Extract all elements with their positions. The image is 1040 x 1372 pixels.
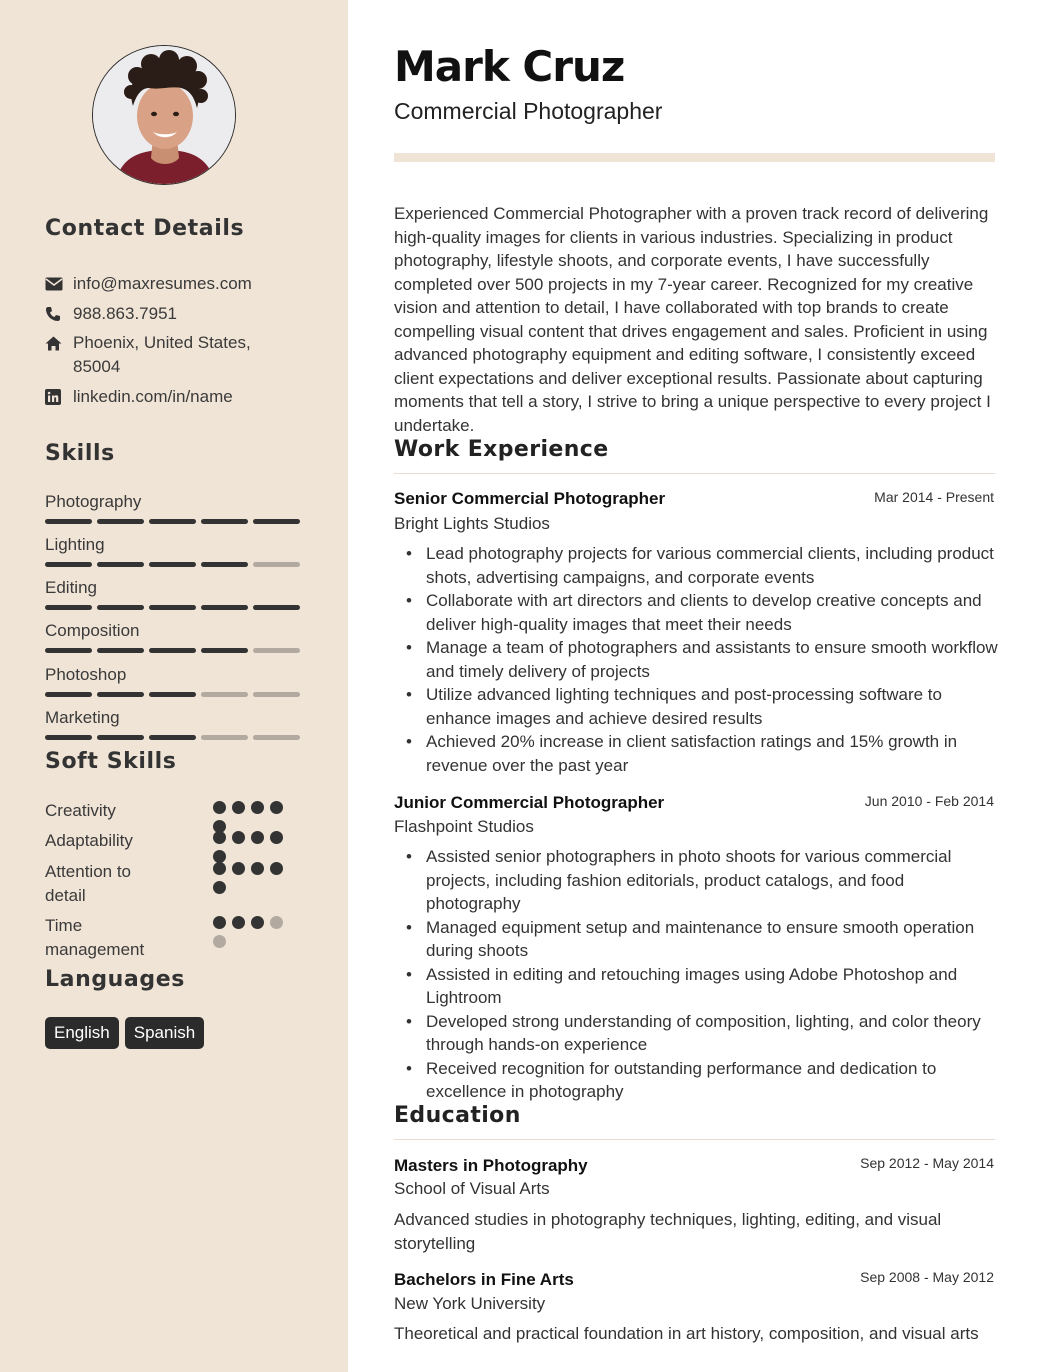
skill-level-segment	[201, 519, 248, 524]
job-bullets	[426, 845, 998, 1104]
soft-skill-level-dot	[270, 916, 283, 929]
avatar	[92, 45, 236, 185]
list-item: • Utilize advanced lighting techniques and post-processing software to enhance images and achieve desired results	[426, 683, 998, 730]
skill-level-segment	[149, 605, 196, 610]
section-divider	[394, 1139, 995, 1140]
skill-name: Photography	[45, 492, 142, 511]
skill-level-segment	[97, 735, 144, 740]
soft-skill-level-dot	[232, 916, 245, 929]
list-item: • Assisted in editing and retouching images using Adobe Photoshop and Lightroom	[426, 963, 998, 1010]
summary-text: Experienced Commercial Photographer with a proven track record of delivering high-quality images for clients in various industries. Specializing in product photography, lifestyle shoots, and corporate events, I have successfully completed over 500 projects in my 7-year career. Recognized for my creative vision and attention to detail, I have collaborated with top brands to create compelling visual content that drives engagement and sales. Proficient in using advanced photography equipment and editing software, I consistently exceed client expectations and deliver exceptional results. Passionate about capturing moments that tell a story, I strive to bring a unique perspective to every project I undertake.	[394, 204, 991, 435]
skill-name: Photoshop	[45, 665, 127, 684]
soft-skill-level-dot	[213, 916, 226, 929]
skill-name: Lighting	[45, 535, 105, 554]
skills-heading: Skills	[45, 441, 115, 466]
skill-level-segment	[253, 562, 300, 567]
skill-level-bars	[45, 692, 305, 697]
degree-dates: Sep 2012 - May 2014	[860, 1155, 994, 1171]
skill-level-segment	[201, 648, 248, 653]
skill-name: Editing	[45, 578, 97, 597]
language-badge: Spanish	[125, 1017, 204, 1049]
skill-level-segment	[97, 519, 144, 524]
main-content	[348, 0, 1040, 1372]
job-company: Bright Lights Studios	[394, 514, 550, 533]
degree-title: Masters in Photography	[394, 1156, 588, 1175]
phone-icon	[45, 302, 73, 326]
soft-skill-level-dot	[232, 862, 245, 875]
skill-item	[45, 665, 305, 697]
soft-skill-level-dot	[251, 916, 264, 929]
envelope-icon	[45, 272, 73, 296]
skill-item	[45, 621, 305, 653]
job-dates: Jun 2010 - Feb 2014	[864, 793, 994, 809]
list-item: • Collaborate with art directors and clients to develop creative concepts and deliver high-quality images that meet their needs	[426, 589, 998, 636]
skill-level-segment	[149, 519, 196, 524]
list-item: • Achieved 20% increase in client satisfaction ratings and 15% growth in revenue over the past year	[426, 730, 998, 777]
soft-skill-level-dot	[251, 801, 264, 814]
skill-level-segment	[45, 735, 92, 740]
contact-phone-text[interactable]: 988.863.7951	[73, 304, 177, 323]
list-item: • Developed strong understanding of composition, lighting, and color theory through hands-on experience	[426, 1010, 998, 1057]
contact-address	[45, 331, 305, 379]
skill-level-segment	[149, 562, 196, 567]
skill-level-segment	[45, 519, 92, 524]
soft-skill-level-dot	[232, 801, 245, 814]
soft-skill-level-dot	[213, 862, 226, 875]
soft-skill-level-dot	[270, 801, 283, 814]
skill-level-bars	[45, 605, 305, 610]
skill-level-segment	[149, 735, 196, 740]
degree-dates: Sep 2008 - May 2012	[860, 1269, 994, 1285]
contact-address-text: Phoenix, United States, 85004	[73, 333, 251, 376]
contact-phone	[45, 302, 305, 326]
skill-level-segment	[97, 648, 144, 653]
skill-level-segment	[97, 692, 144, 697]
skill-level-segment	[45, 562, 92, 567]
soft-skill-level-dot	[270, 862, 283, 875]
list-item: • Manage a team of photographers and assistants to ensure smooth workflow and timely delivery of projects	[426, 636, 998, 683]
linkedin-icon	[45, 385, 73, 409]
languages-heading: Languages	[45, 967, 185, 992]
soft-skills-heading: Soft Skills	[45, 749, 177, 774]
list-item: • Lead photography projects for various commercial clients, including product shots, advertising campaigns, and corporate events	[426, 542, 998, 589]
skill-level-segment	[253, 519, 300, 524]
skill-level-segment	[45, 648, 92, 653]
skill-level-segment	[45, 692, 92, 697]
skill-level-segment	[253, 735, 300, 740]
soft-skill-name: Time management	[45, 916, 145, 959]
skill-level-segment	[253, 605, 300, 610]
job-company: Flashpoint Studios	[394, 817, 534, 836]
soft-skill-level-dot	[251, 862, 264, 875]
work-heading: Work Experience	[394, 437, 609, 462]
school-name: New York University	[394, 1294, 546, 1313]
soft-skill-name: Attention to detail	[45, 862, 132, 905]
soft-skill-level-dots	[213, 831, 289, 863]
home-icon	[45, 331, 73, 355]
soft-skill-name: Creativity	[45, 801, 116, 820]
degree-description: Advanced studies in photography techniques, lighting, editing, and visual storytelling	[394, 1210, 942, 1253]
soft-skill-level-dot	[251, 831, 264, 844]
candidate-name: Mark Cruz	[394, 42, 625, 91]
job-dates: Mar 2014 - Present	[874, 489, 994, 505]
skill-level-segment	[253, 692, 300, 697]
soft-skill-level-dots	[213, 801, 289, 833]
degree-description: Theoretical and practical foundation in art history, composition, and visual arts	[394, 1324, 979, 1343]
list-item: • Received recognition for outstanding performance and dedication to excellence in photography	[426, 1057, 998, 1104]
soft-skill-level-dot	[213, 801, 226, 814]
language-list	[45, 1017, 204, 1049]
skill-level-segment	[201, 735, 248, 740]
skill-item	[45, 492, 305, 524]
skill-level-segment	[201, 692, 248, 697]
soft-skill-level-dots	[213, 862, 289, 894]
job-title: Junior Commercial Photographer	[394, 793, 665, 812]
skill-level-segment	[149, 648, 196, 653]
language-badge: English	[45, 1017, 119, 1049]
sidebar	[0, 0, 348, 1372]
education-heading: Education	[394, 1103, 521, 1128]
skill-level-segment	[45, 605, 92, 610]
skill-item	[45, 535, 305, 567]
skill-level-bars	[45, 562, 305, 567]
contact-linkedin	[45, 385, 305, 409]
soft-skill-level-dot	[213, 831, 226, 844]
skill-level-bars	[45, 735, 305, 740]
skill-level-segment	[149, 692, 196, 697]
soft-skill-name: Adaptability	[45, 831, 133, 850]
list-item: • Managed equipment setup and maintenance to ensure smooth operation during shoots	[426, 916, 998, 963]
skill-level-segment	[201, 562, 248, 567]
header-divider	[394, 153, 995, 162]
soft-skill-level-dots	[213, 916, 289, 948]
skill-name: Composition	[45, 621, 140, 640]
soft-skill-level-dot	[213, 881, 226, 894]
skill-level-bars	[45, 648, 305, 653]
job-title: Senior Commercial Photographer	[394, 489, 666, 508]
soft-skill-level-dot	[232, 831, 245, 844]
job-bullets	[426, 542, 998, 777]
avatar-photo	[93, 46, 236, 185]
contact-heading: Contact Details	[45, 216, 245, 241]
soft-skill-level-dot	[270, 831, 283, 844]
skill-name: Marketing	[45, 708, 120, 727]
contact-email	[45, 272, 305, 296]
section-divider	[394, 473, 995, 474]
list-item: • Assisted senior photographers in photo shoots for various commercial projects, including fashion editorials, product catalogs, and food photography	[426, 845, 998, 916]
skill-level-segment	[97, 605, 144, 610]
school-name: School of Visual Arts	[394, 1179, 550, 1198]
skill-level-segment	[201, 605, 248, 610]
skill-level-bars	[45, 519, 305, 524]
soft-skill-level-dot	[213, 935, 226, 948]
skill-item	[45, 708, 305, 740]
contact-email-text[interactable]: info@maxresumes.com	[73, 274, 252, 293]
skill-item	[45, 578, 305, 610]
contact-linkedin-text[interactable]: linkedin.com/in/name	[73, 387, 233, 406]
candidate-title: Commercial Photographer	[394, 98, 663, 124]
skill-level-segment	[253, 648, 300, 653]
degree-title: Bachelors in Fine Arts	[394, 1270, 574, 1289]
skill-level-segment	[97, 562, 144, 567]
